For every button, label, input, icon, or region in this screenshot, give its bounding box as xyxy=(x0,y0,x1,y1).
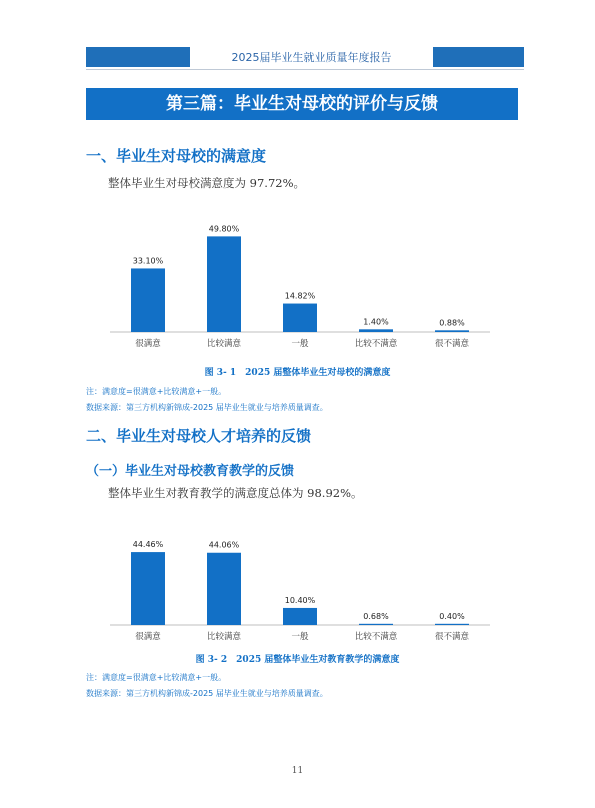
data-label-2: 10.40% xyxy=(284,595,316,605)
header-divider xyxy=(86,69,524,70)
data-label-4: 0.88% xyxy=(439,318,465,328)
data-label-0: 44.46% xyxy=(132,540,164,550)
bar-4 xyxy=(435,624,469,625)
chart-1 xyxy=(110,215,490,355)
category-label-2: 一般 xyxy=(291,632,309,642)
category-label-1: 比较满意 xyxy=(206,632,242,642)
category-label-3: 比较不满意 xyxy=(354,339,398,349)
section-1-body: 整体毕业生对母校满意度为 97.72%。 xyxy=(108,176,306,190)
section-2-subheading: （一）毕业生对母校教育教学的反馈 xyxy=(86,464,295,479)
chart-1-note: 注：满意度=很满意+比较满意+一般。 xyxy=(86,387,227,396)
data-label-1: 44.06% xyxy=(208,540,240,550)
header-left-band xyxy=(86,47,190,67)
part-title-banner: 第三篇：毕业生对母校的评价与反馈 xyxy=(86,88,518,120)
bar-2 xyxy=(283,304,317,332)
section-2-heading: 二、毕业生对母校人才培养的反馈 xyxy=(86,427,312,445)
category-label-4: 很不满意 xyxy=(434,632,470,642)
section-1-heading: 一、毕业生对母校的满意度 xyxy=(86,147,267,165)
data-label-2: 14.82% xyxy=(284,291,316,301)
category-label-0: 很满意 xyxy=(135,632,161,642)
report-title: 2025届毕业生就业质量年度报告 xyxy=(231,51,392,64)
data-label-0: 33.10% xyxy=(132,256,164,266)
category-label-0: 很满意 xyxy=(135,339,161,349)
chart-2-note: 注：满意度=很满意+比较满意+一般。 xyxy=(86,673,227,682)
bar-1 xyxy=(207,553,241,625)
category-label-2: 一般 xyxy=(291,339,309,349)
chart-2-source: 数据来源：第三方机构新锦成-2025 届毕业生就业与培养质量调查。 xyxy=(86,689,328,698)
bar-0 xyxy=(131,268,165,332)
bar-3 xyxy=(359,329,393,332)
data-label-3: 1.40% xyxy=(363,317,389,327)
category-label-4: 很不满意 xyxy=(434,339,470,349)
bar-3 xyxy=(359,624,393,625)
data-label-3: 0.68% xyxy=(363,611,389,621)
chart-2 xyxy=(110,522,490,647)
section-2-body: 整体毕业生对教育教学的满意度总体为 98.92%。 xyxy=(108,486,363,500)
category-label-1: 比较满意 xyxy=(206,339,242,349)
bar-0 xyxy=(131,552,165,625)
bar-1 xyxy=(207,236,241,332)
data-label-1: 49.80% xyxy=(208,224,240,234)
bar-2 xyxy=(283,608,317,625)
page-number: 11 xyxy=(291,766,304,776)
data-label-4: 0.40% xyxy=(439,611,465,621)
category-label-3: 比较不满意 xyxy=(354,632,398,642)
bar-4 xyxy=(435,330,469,332)
chart-1-caption: 图 3- 1 2025 届整体毕业生对母校的满意度 xyxy=(204,368,391,378)
chart-1-source: 数据来源：第三方机构新锦成-2025 届毕业生就业与培养质量调查。 xyxy=(86,403,328,412)
header-right-band xyxy=(433,47,524,67)
chart-2-caption: 图 3- 2 2025 届整体毕业生对教育教学的满意度 xyxy=(195,655,400,665)
